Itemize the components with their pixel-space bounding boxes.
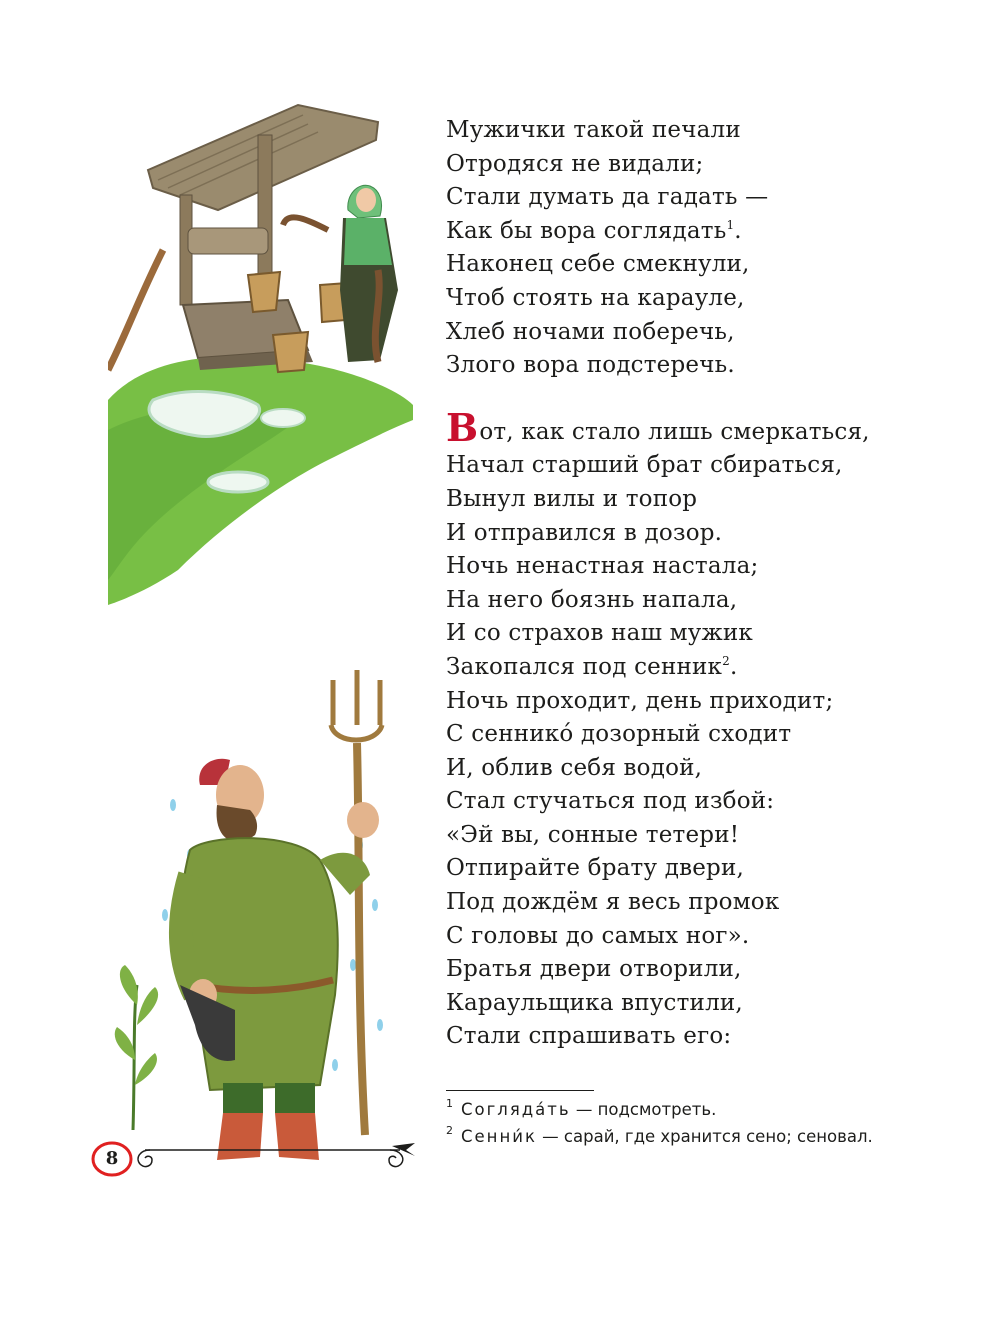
poem-line: Под дождём я весь промок: [446, 889, 780, 916]
poem-line: Караульщика впустили,: [446, 989, 743, 1016]
line-text: Как бы вора соглядать: [446, 217, 727, 244]
poem-line-first: [446, 404, 966, 450]
footnote-ref-2: 2: [722, 653, 730, 668]
well-illustration: [108, 100, 418, 605]
footnote-term: Сенни́к: [461, 1127, 537, 1146]
poem-line-with-note: [446, 651, 966, 685]
footnote-definition: — сарай, где хранится сено; сеновал.: [536, 1127, 873, 1146]
poem-line: Вынул вилы и топор: [446, 485, 698, 512]
poem-line: Чтоб стоять на карауле,: [446, 284, 745, 311]
poem-line: Злого вора подстеречь.: [446, 352, 735, 379]
stanza-1: [446, 114, 966, 383]
poem-line: Братья двери отворили,: [446, 956, 742, 983]
footnote-number: 1: [446, 1097, 453, 1110]
footnotes: [446, 1096, 873, 1150]
stanza-2: [446, 404, 966, 1054]
poem-line: И, облив себя водой,: [446, 754, 703, 781]
decorative-rule-ornament: [130, 1138, 420, 1178]
footnote-number: 2: [446, 1124, 453, 1137]
poem-line: Ночь проходит, день приходит;: [446, 687, 834, 714]
footnote-2: [446, 1123, 873, 1150]
poem-line: «Эй вы, сонные тетери!: [446, 821, 740, 848]
drop-cap: В: [446, 404, 479, 450]
poem-line: С головы до самых ног».: [446, 922, 750, 949]
line-text: от, как стало лишь смеркаться,: [479, 418, 870, 445]
poem-line: Наконец себе смекнули,: [446, 251, 750, 278]
poem-line: Отродяся не видали;: [446, 150, 704, 177]
man-with-pitchfork-illustration: [95, 665, 425, 1165]
footnote-1: [446, 1096, 873, 1123]
poem-line-with-note: [446, 215, 966, 249]
poem-line: На него боязнь напала,: [446, 586, 738, 613]
poem-line: Ночь ненастная настала;: [446, 553, 759, 580]
page-number: 8: [105, 1148, 119, 1169]
line-text: Закопался под сенник: [446, 653, 723, 680]
poem-line: И отправился в дозор.: [446, 519, 723, 546]
period: .: [734, 217, 742, 244]
poem-line: Стал стучаться под избой:: [446, 788, 775, 815]
poem-line: Стали думать да гадать —: [446, 184, 769, 211]
poem-line: Начал старший брат сбираться,: [446, 452, 843, 479]
poem: [446, 114, 966, 1054]
poem-line: Мужички такой печали: [446, 117, 741, 143]
poem-line: С сеннико́ дозорный сходит: [446, 721, 792, 748]
page-number-badge: [90, 1140, 134, 1178]
poem-line: И со страхов наш мужик: [446, 620, 753, 647]
footnote-divider: [446, 1090, 594, 1091]
poem-line: Отпирайте брату двери,: [446, 855, 744, 882]
footnote-definition: — подсмотреть.: [570, 1100, 717, 1119]
period: .: [729, 653, 738, 680]
footnote-term: Согляда́ть: [461, 1100, 571, 1119]
poem-line: Хлеб ночами поберечь,: [446, 318, 735, 345]
footnote-ref-1: 1: [726, 217, 735, 232]
poem-line: Стали спрашивать его:: [446, 1023, 732, 1050]
